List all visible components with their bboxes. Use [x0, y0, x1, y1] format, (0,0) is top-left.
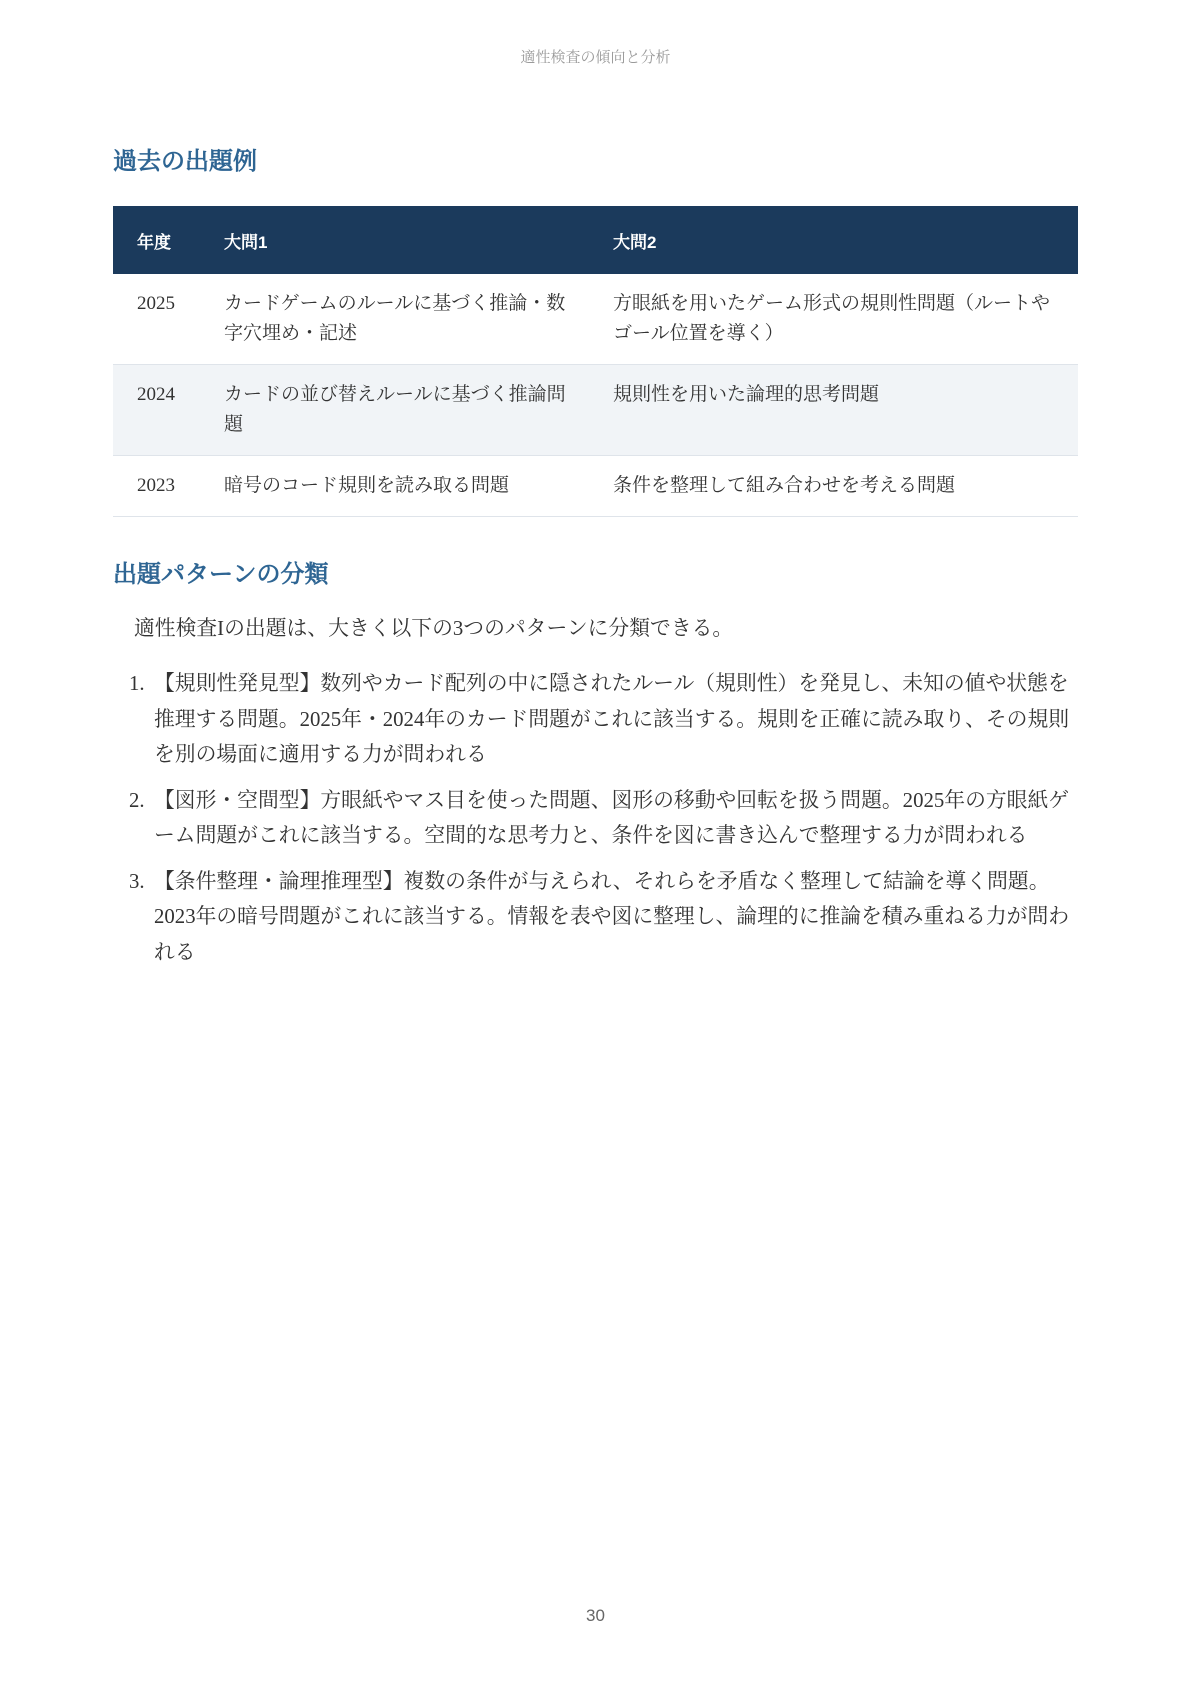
- list-item-text: 【規則性発見型】数列やカード配列の中に隠されたルール（規則性）を発見し、未知の値や状態を推理する問題。2025年・2024年のカード問題がこれに該当する。規則を正確に読み取り、その規則を別の場面に適用する力が問われる: [154, 672, 1070, 766]
- cell-year: 2025: [113, 274, 204, 365]
- column-header-year: 年度: [113, 206, 204, 274]
- cell-year: 2023: [113, 456, 204, 517]
- cell-question2: 規則性を用いた論理的思考問題: [593, 365, 1078, 456]
- cell-question2: 条件を整理して組み合わせを考える問題: [593, 456, 1078, 517]
- past-questions-table: [113, 206, 1078, 517]
- list-item: [113, 864, 1078, 971]
- list-item-text: 【図形・空間型】方眼紙やマス目を使った問題、図形の移動や回転を扱う問題。2025年の方眼紙ゲーム問題がこれに該当する。空間的な思考力と、条件を図に書き込んで整理する力が問われる: [154, 788, 1070, 847]
- table-header-row: [113, 206, 1078, 274]
- list-item-number: 1.: [129, 672, 145, 695]
- table-row: [113, 456, 1078, 517]
- list-item: [113, 666, 1078, 773]
- cell-question1: カードゲームのルールに基づく推論・数字穴埋め・記述: [204, 274, 593, 365]
- table-row: [113, 274, 1078, 365]
- column-header-question1: 大問1: [204, 206, 593, 274]
- column-header-question2: 大問2: [593, 206, 1078, 274]
- list-item-number: 2.: [129, 788, 145, 812]
- running-header: 適性検査の傾向と分析: [520, 49, 671, 66]
- cell-question2: 方眼紙を用いたゲーム形式の規則性問題（ルートやゴール位置を導く）: [593, 274, 1078, 365]
- page-number: 30: [586, 1606, 605, 1625]
- list-item-number: 3.: [129, 869, 145, 893]
- list-item: [113, 783, 1078, 854]
- section-heading-past-questions: 過去の出題例: [113, 148, 257, 175]
- table-row: [113, 365, 1078, 456]
- cell-year: 2024: [113, 365, 204, 456]
- list-item-text: 【条件整理・論理推理型】複数の条件が与えられ、それらを矛盾なく整理して結論を導く問題。2023年の暗号問題がこれに該当する。情報を表や図に整理し、論理的に推論を積み重ねる力が問われる: [154, 869, 1070, 964]
- section-heading-patterns: 出題パターンの分類: [113, 561, 329, 588]
- patterns-intro-paragraph: 適性検査Iの出題は、大きく以下の3つのパターンに分類できる。: [134, 617, 734, 640]
- cell-question1: 暗号のコード規則を読み取る問題: [204, 456, 593, 517]
- pattern-list: [113, 666, 1078, 980]
- cell-question1: カードの並び替えルールに基づく推論問題: [204, 365, 593, 456]
